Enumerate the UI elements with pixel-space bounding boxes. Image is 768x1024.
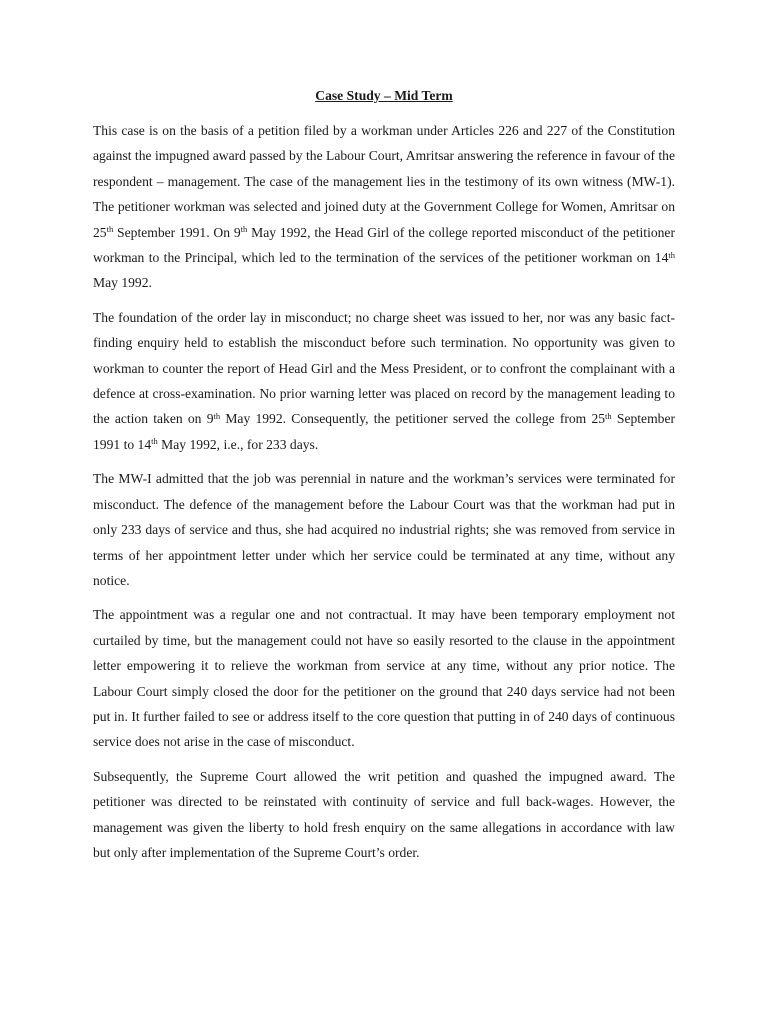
ordinal-suffix: th — [240, 224, 248, 235]
document-body — [93, 118, 675, 874]
text-run: May 1992, the Head Girl of the college reported misconduct of the petitioner workman to the Principal, which led to the termination of the services of the petitioner workman on 14 — [93, 224, 675, 266]
text-run: This case is on the basis of a petition filed by a workman under Articles 226 and 227 of the Constitution against the impugned award passed by the Labour Court, Amritsar answering the reference in favour of the respondent – management. The case of the management lies in the testimony of its own witness (MW-1). The petitioner workman was selected and joined duty at the Government College for Women, Amritsar on 25 — [93, 123, 675, 240]
text-run: September 1991. On 9 — [113, 224, 241, 240]
text-run: May 1992. — [93, 275, 152, 291]
paragraph-1 — [93, 118, 675, 296]
ordinal-suffix: th — [668, 249, 675, 260]
text-run: Subsequently, the Supreme Court allowed the writ petition and quashed the impugned award. The petitioner was directed to be reinstated with continuity of service and full back-wages. However, the management was given the liberty to hold fresh enquiry on the same allegations in accordance with law but only after implementation of the Supreme Court’s order. — [93, 768, 675, 860]
ordinal-suffix: th — [605, 410, 612, 421]
paragraph-2 — [93, 305, 675, 457]
ordinal-suffix: th — [213, 410, 221, 421]
text-run: The MW-I admitted that the job was perennial in nature and the workman’s services were terminated for misconduct. The defence of the management before the Labour Court was that the workman had put in only 233 days of service and thus, she had acquired no industrial rights; she was removed from service in terms of her appointment letter under which her service could be terminated at any time, without any notice. — [93, 471, 675, 588]
text-run: May 1992, i.e., for 233 days. — [157, 436, 319, 452]
page-title: Case Study – Mid Term — [315, 88, 453, 103]
paragraph-3 — [93, 466, 675, 593]
text-run: May 1992. Consequently, the petitioner served the college from 25 — [220, 411, 606, 427]
text-run: The foundation of the order lay in misconduct; no charge sheet was issued to her, nor was any basic fact-finding enquiry held to establish the misconduct before such termination. No opportunity was given to workman to counter the report of Head Girl and the Mess President, or to confront the complainant with a defence at cross-examination. No prior warning letter was placed on record by the management leading to the action taken on 9 — [93, 309, 675, 427]
paragraph-5 — [93, 764, 675, 866]
ordinal-suffix: th — [106, 224, 114, 235]
ordinal-suffix: th — [151, 436, 158, 447]
text-run: September 1991 to 14 — [93, 411, 676, 452]
paragraph-4 — [93, 602, 675, 754]
text-run: The appointment was a regular one and not contractual. It may have been temporary employment not curtailed by time, but the management could not have so easily resorted to the clause in the appointment letter empowering it to relieve the workman from service at any time, without any prior notice. The Labour Court simply closed the door for the petitioner on the ground that 240 days service had not been put in. It further failed to see or address itself to the core question that putting in of 240 days of continuous service does not arise in the case of misconduct. — [93, 607, 675, 750]
